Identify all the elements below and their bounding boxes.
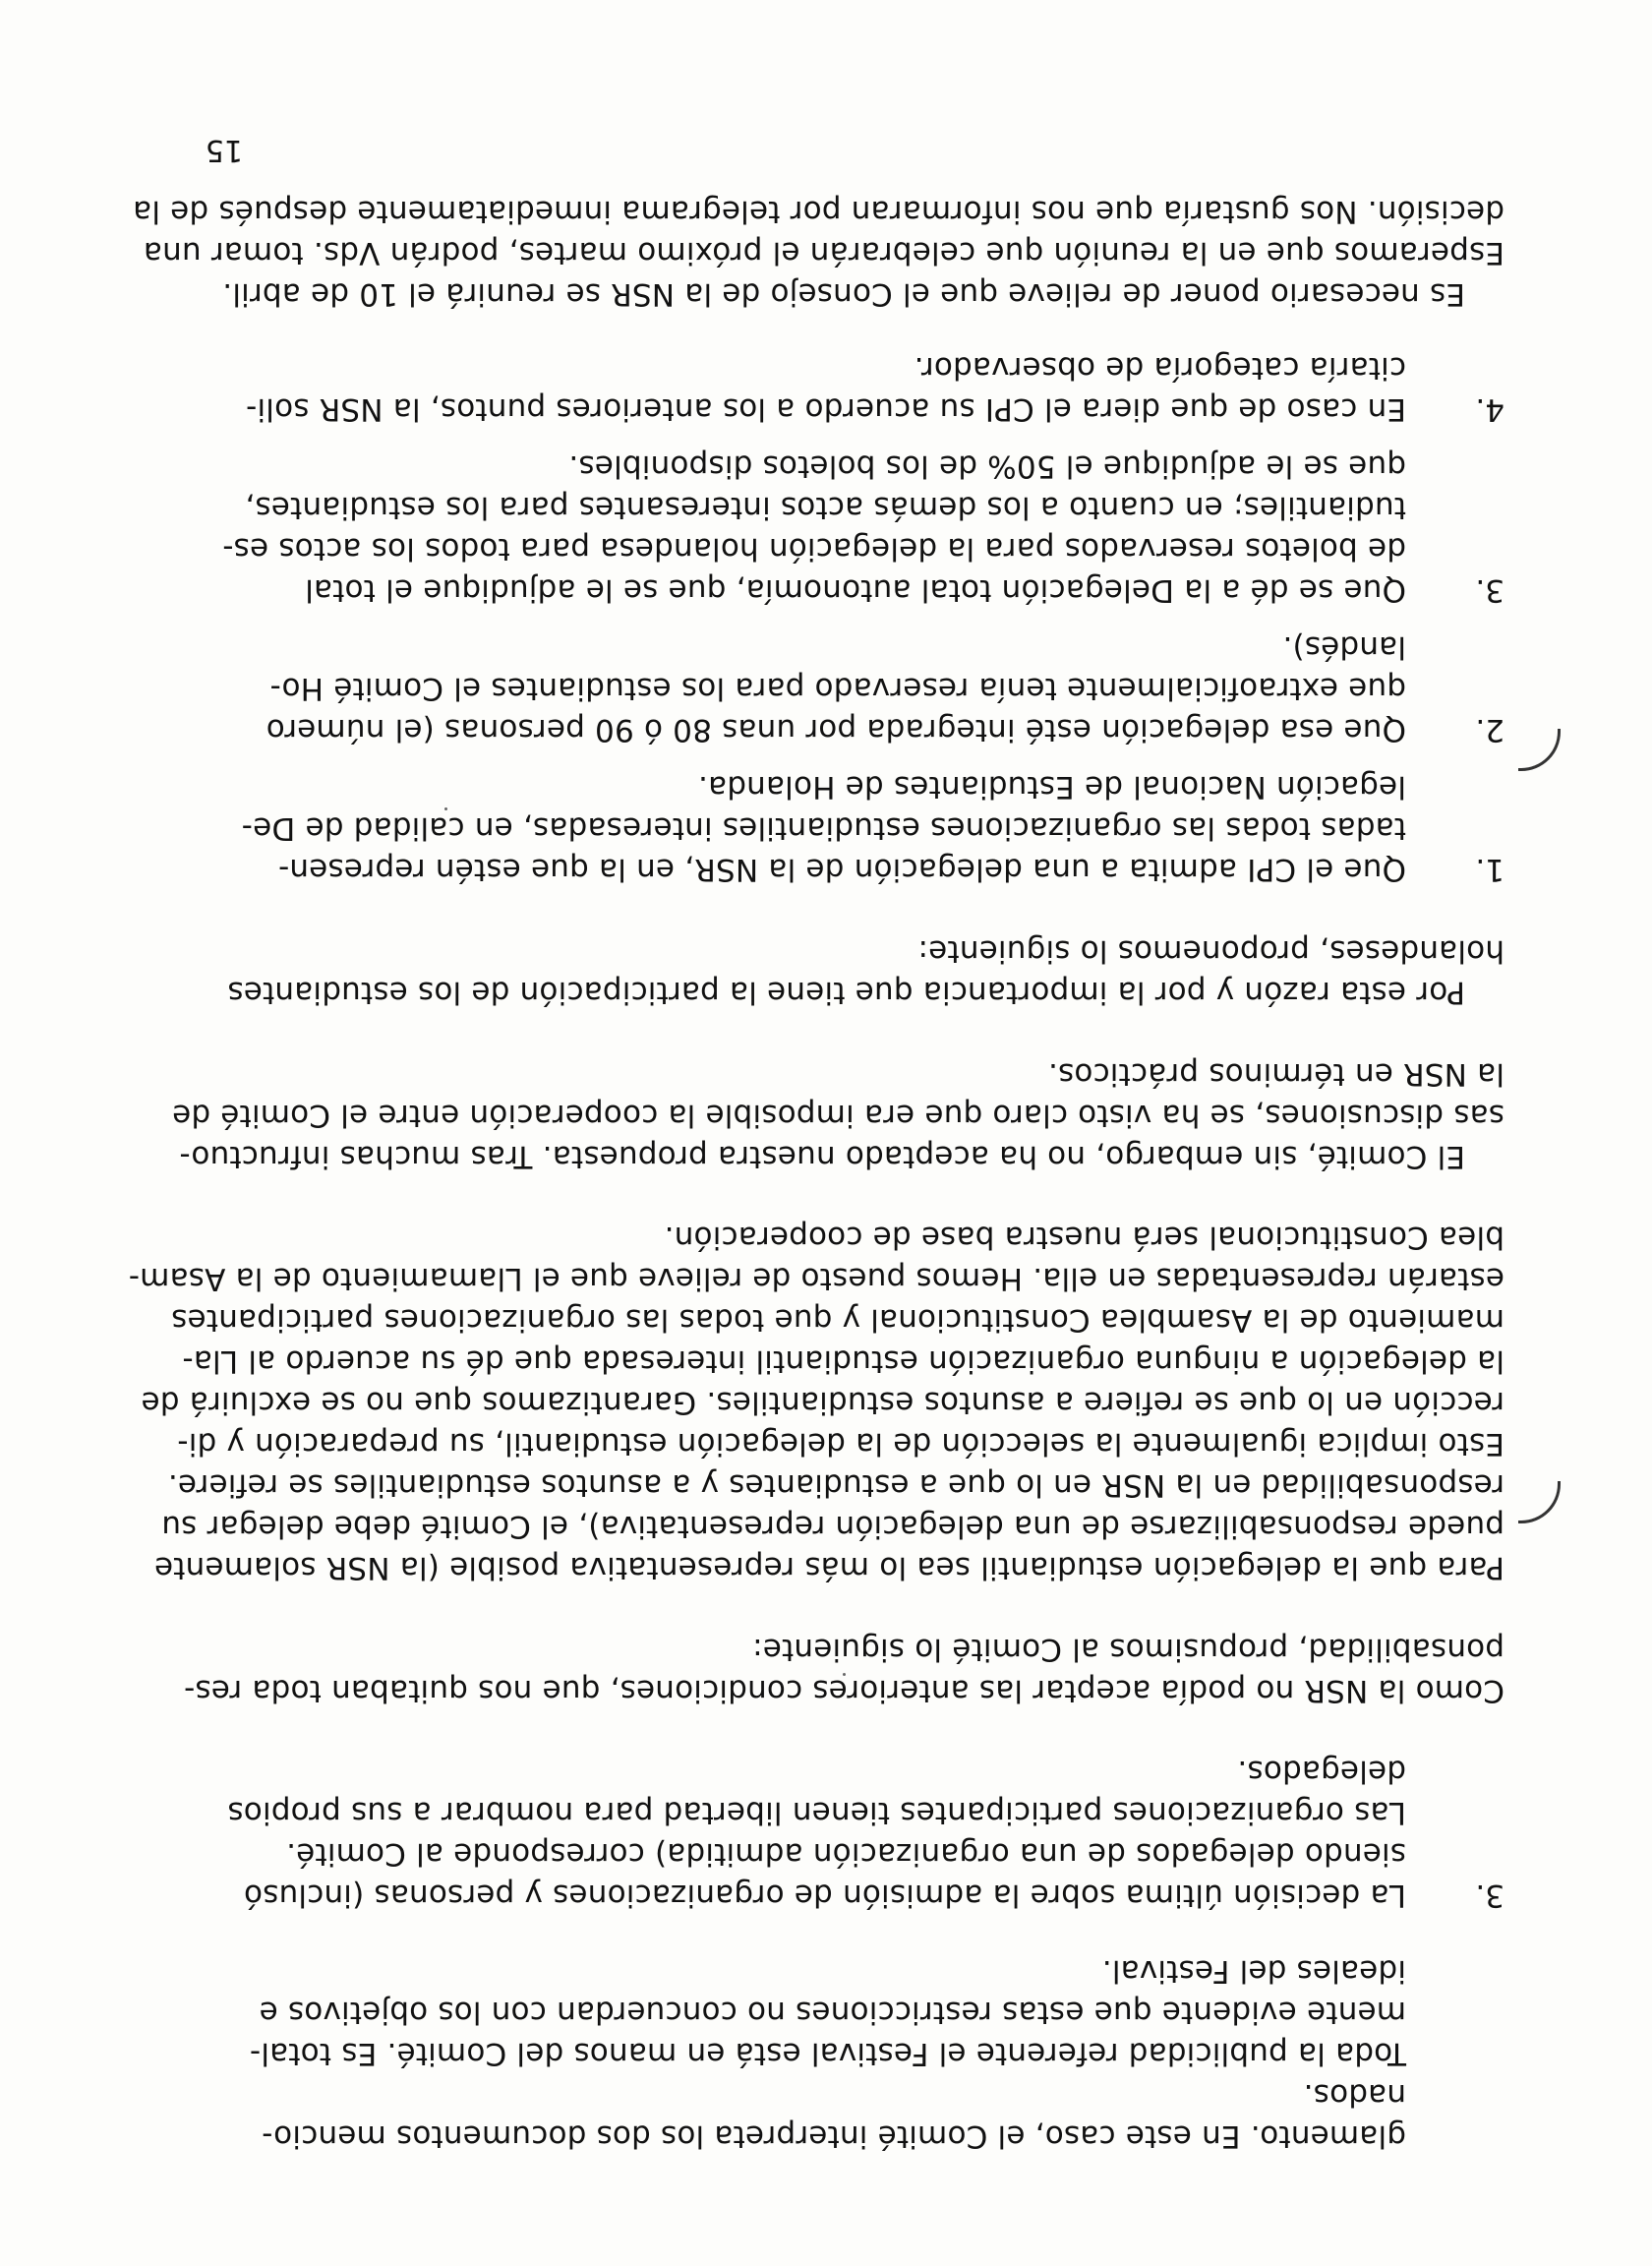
text-line: puede responsabilizarse de una delegación representativa), el Comité debe delegar su [161, 1509, 1504, 1544]
text-line: la delegación a ninguna organización estudiantil interesada que dé su acuerdo al Lla- [182, 1343, 1504, 1379]
text-line: landés). [1282, 629, 1406, 665]
list-label: 2. [1475, 712, 1504, 747]
page-number: 15 [205, 133, 243, 167]
text-line: Que el CPI admita a una delegación de la NSR, en la que estén represen- [277, 852, 1406, 887]
text-line: mente evidente que estas restricciones no concuerdan con los objetivos e [259, 1995, 1406, 2030]
text-line: que extraoficialmente tenía reservado para los estudiantes el Comité Ho- [269, 671, 1406, 706]
list-label: 1. [1475, 852, 1504, 887]
margin-mark-1 [1518, 1481, 1561, 1523]
text-line: legación Nacional de Estudiantes de Holanda. [697, 769, 1406, 805]
text-line: glamento. En este caso, el Comité interpreta los dos documentos mencio- [262, 2118, 1406, 2154]
text-line: decisión. Nos gustaría que nos informaran por telegrama inmediatamente después de la [132, 194, 1504, 229]
text-line: estarán representadas en ella. Hemos puesto de relieve que el Llamamiento de la Asam- [128, 1261, 1504, 1296]
text-line: nados. [1303, 2077, 1406, 2113]
text-line: la NSR en términos prácticos. [1047, 1056, 1504, 1092]
text-line: delegados. [1237, 1754, 1406, 1789]
text-line: Esto implica igualmente la selección de la delegación estudiantil, su preparación y di- [177, 1426, 1504, 1461]
list-label: 4. [1475, 391, 1504, 427]
text-line: ideales del Festival. [1101, 1953, 1406, 1989]
text-line: responsabilidad en la NSR en lo que a estudiantes y a asuntos estudiantiles se refiere. [167, 1467, 1504, 1503]
margin-mark-2 [1518, 729, 1561, 771]
text-line: citaría categoría de observador. [914, 350, 1406, 386]
text-line: Que esa delegación esté integrada por unas 80 ó 90 personas (el número [266, 712, 1406, 747]
text-line: de boletos reservados para la delegación holandesa para todos los actos es- [222, 531, 1406, 566]
text-line: La decisión última sobre la admisión de organizaciones y personas (inclusó [243, 1878, 1406, 1913]
text-line: siendo delegados de una organización admitida) corresponde al Comité. [285, 1836, 1406, 1872]
text-line: holandeses, proponemos lo siguiente: [917, 933, 1504, 969]
text-line: Que se dé a la Delegación total autonomía, que se le adjudique el total [305, 572, 1406, 608]
text-line: Por esta razón y por la importancia que tiene la participación de los estudiantes [227, 975, 1465, 1010]
text-line: que se le adjudique el 50% de los boletos disponibles. [568, 448, 1406, 484]
text-line: El Comité, sin embargo, no ha aceptado nuestra propuesta. Tras muchas infructuo- [179, 1139, 1465, 1174]
text-line: tadas todas las organizaciones estudiantiles interesadas, en calidad de De- [241, 810, 1406, 846]
text-line: Las organizaciones participantes tienen libertad para nombrar a sus propios [227, 1795, 1406, 1830]
list-label: 3. [1475, 572, 1504, 608]
text-line: blea Constitucional será nuestra base de cooperación. [664, 1220, 1504, 1255]
text-line: tudiantiles; en cuanto a los demás actos interesantes para los estudiantes, [245, 490, 1406, 525]
text-line: mamiento de la Asamblea Constitucional y que todas las organizaciones participantes [171, 1302, 1504, 1338]
text-line: sas discusiones, se ha visto claro que era imposible la cooperación entre el Comité de [171, 1098, 1504, 1133]
text-line: En caso de que diera el CPI su acuerdo a los anteriores puntos, la NSR soli- [245, 391, 1406, 427]
list-label: 3. [1475, 1878, 1504, 1913]
text-line: ponsabilidad, propusimos al Comité lo siguiente: [751, 1632, 1504, 1667]
text-line: Esperamos que en la reunión que celebrarán el próximo martes, podrán Vds. tomar una [143, 235, 1504, 270]
text-line: Toda la publicidad referente el Festival está en manos del Comité. Es total- [249, 2036, 1406, 2071]
text-line: rección en lo que se refiere a asuntos estudiantiles. Garantizamos que no se excluirá de [141, 1385, 1504, 1420]
text-line: Como la NSR no podía aceptar las anteriores condiciones, que nos quitaban toda res- [183, 1673, 1504, 1708]
text-line: Es necesario poner de relieve que el Consejo de la NSR se reunirá el 10 de abril. [222, 276, 1465, 312]
text-line: Para que la delegación estudiantil sea lo más representativa posible (la NSR solamente [153, 1550, 1504, 1585]
